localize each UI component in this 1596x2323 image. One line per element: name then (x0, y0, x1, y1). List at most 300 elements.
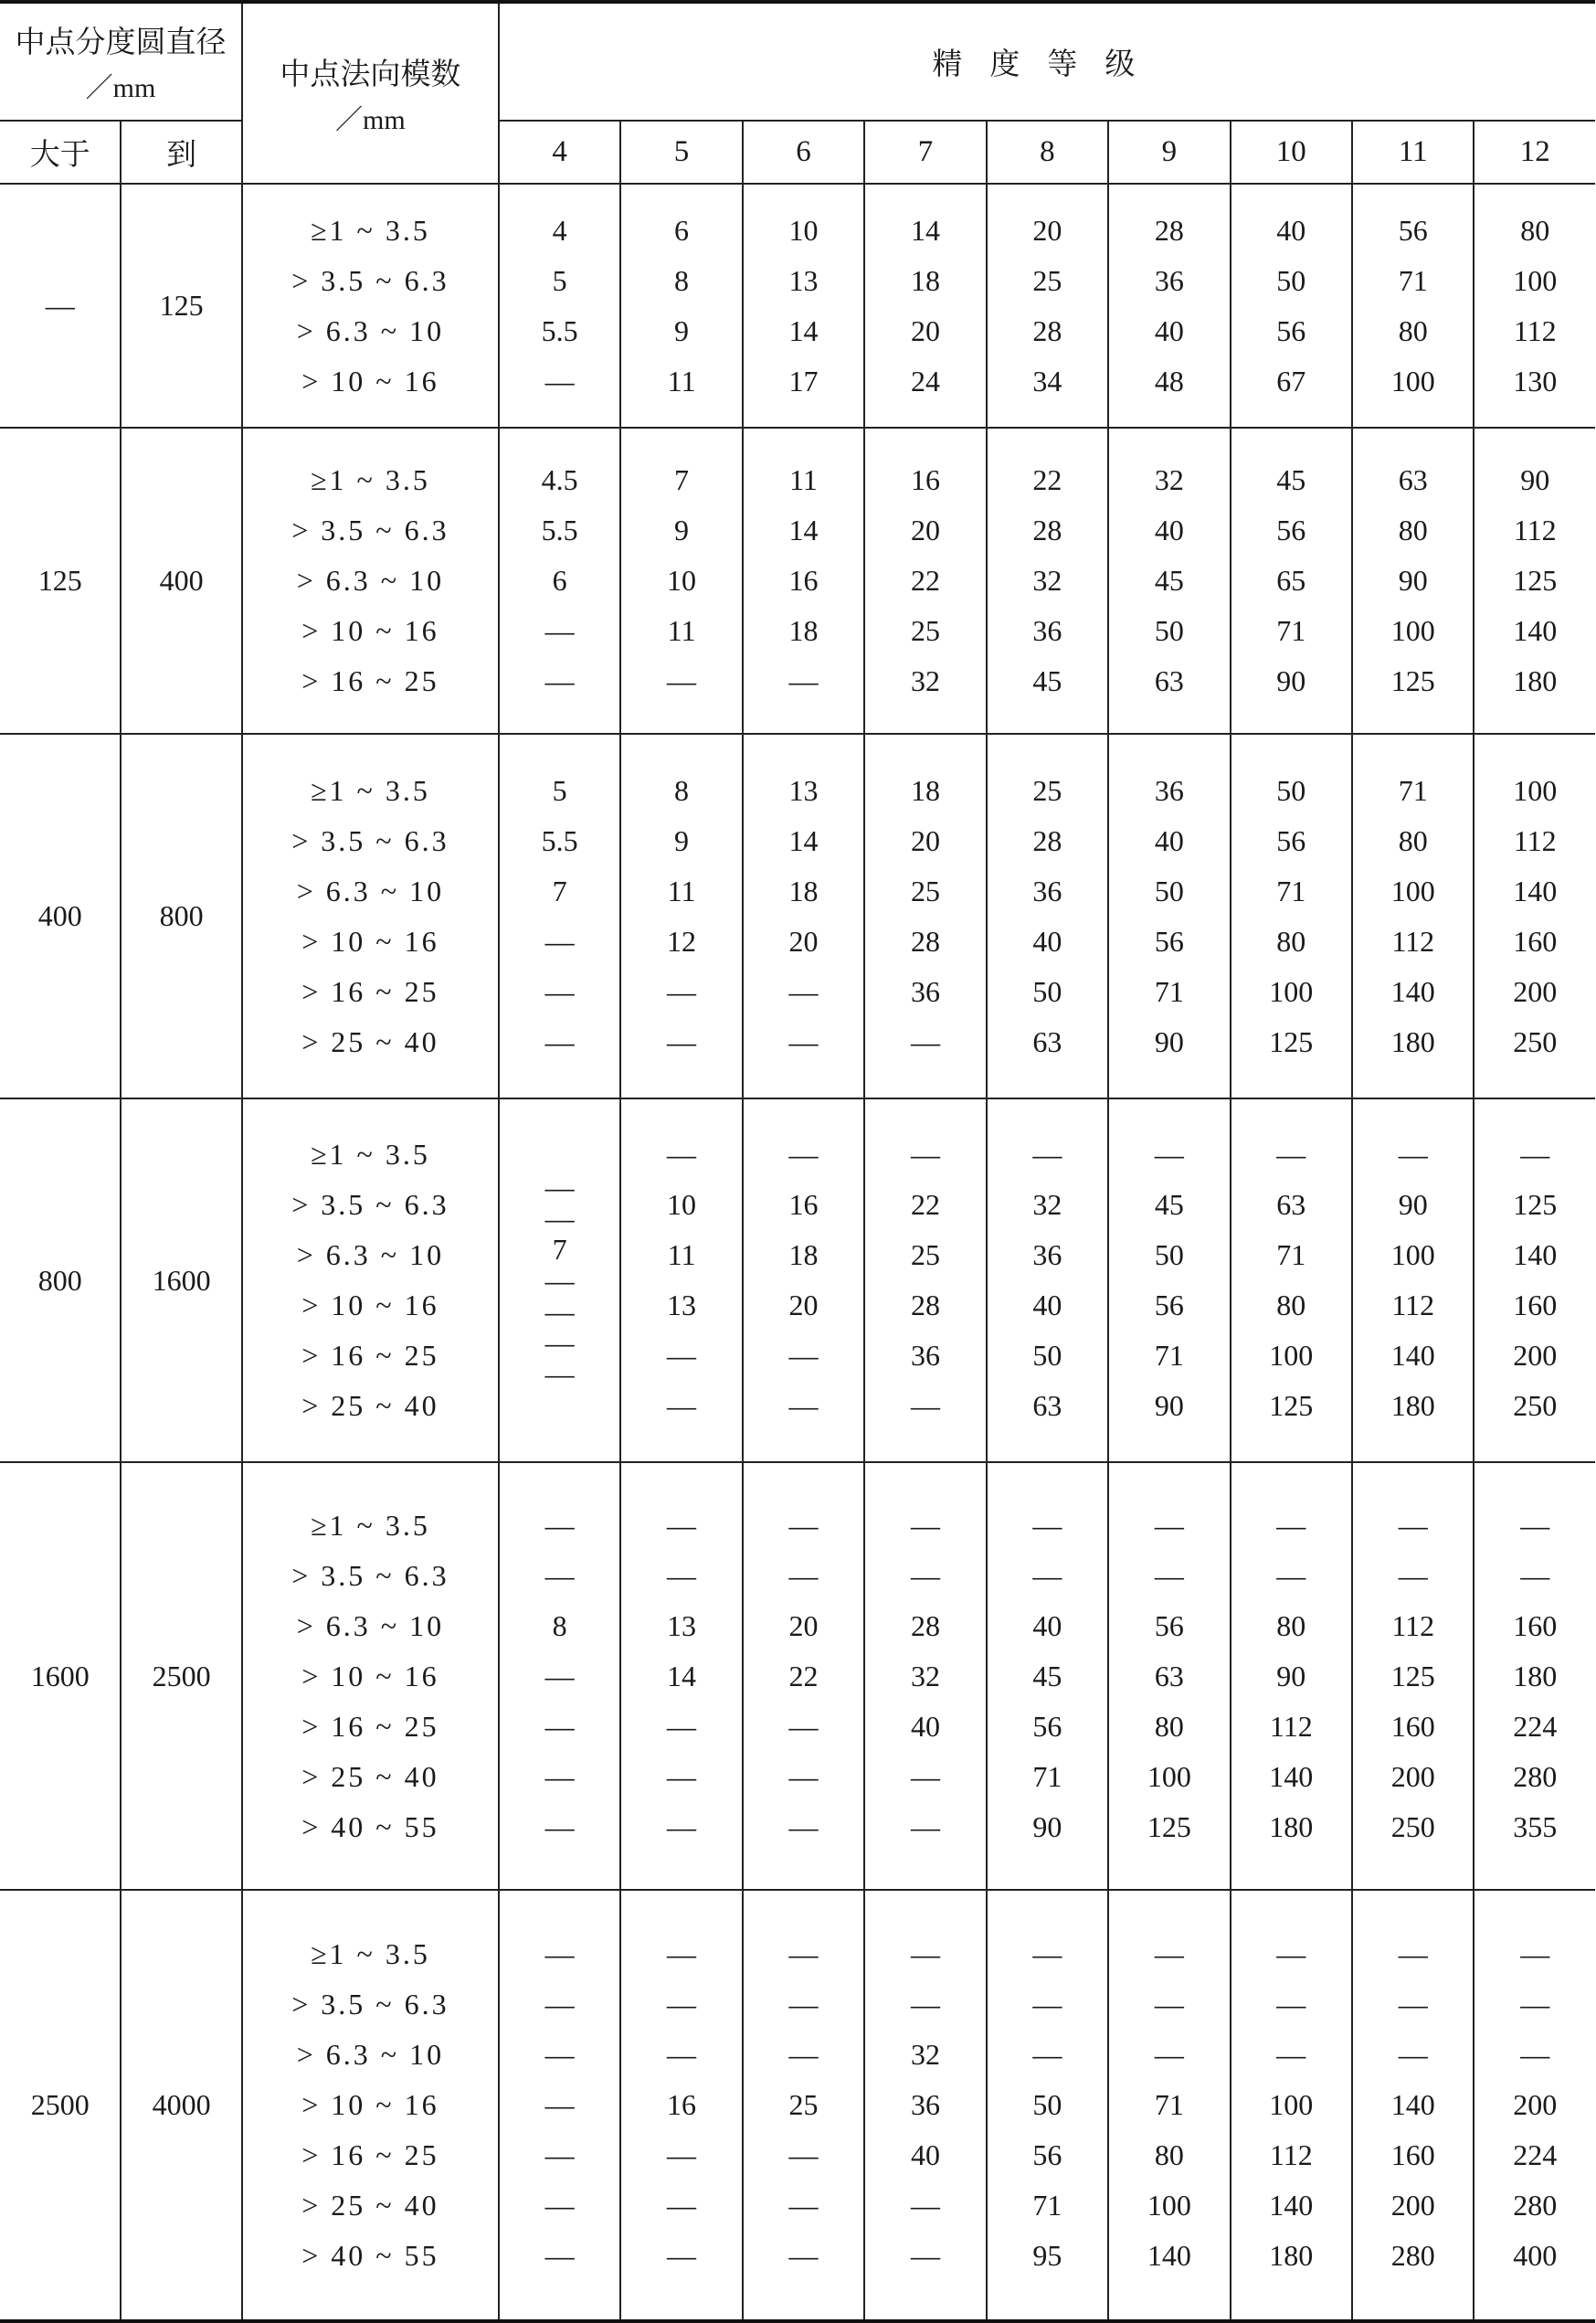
tolerance-value: 6 (552, 564, 567, 597)
tolerance-value: 25 (910, 874, 940, 907)
module-range-list (243, 1130, 498, 1431)
tolerance-value: 18 (910, 263, 940, 297)
tolerance-value: 50 (1154, 614, 1184, 647)
tolerance-value: 100 (1147, 2189, 1191, 2222)
grade-value-cell (1474, 1098, 1595, 1462)
grade-value-list (1353, 766, 1473, 1067)
tolerance-value: — (544, 1202, 575, 1235)
tolerance-value: 20 (788, 924, 819, 958)
grade-column-header: 8 (987, 121, 1108, 184)
grade-value-list (865, 1501, 985, 1852)
grade-value-list (1353, 206, 1473, 407)
module-range: > 6.3 ~ 10 (296, 874, 445, 907)
tolerance-value: 63 (1154, 1659, 1184, 1692)
module-range: > 16 ~ 25 (301, 1339, 439, 1372)
grade-value-list (1231, 1130, 1351, 1431)
module-range: > 40 ~ 55 (301, 1809, 439, 1843)
table-row (0, 1890, 1595, 2321)
tolerance-value: 20 (910, 514, 940, 546)
tolerance-value: 32 (1154, 463, 1184, 496)
grade-value-cell (987, 1890, 1108, 2321)
tolerance-value: 71 (1276, 874, 1306, 907)
tolerance-value: 8 (552, 1608, 567, 1642)
tolerance-value: — (1276, 2038, 1306, 2071)
tolerance-value: 20 (788, 1289, 819, 1321)
module-range: > 6.3 ~ 10 (296, 2038, 445, 2071)
grade-column-header: 11 (1352, 121, 1474, 184)
tolerance-value: 71 (1154, 974, 1184, 1008)
grade-column-header: 9 (1108, 121, 1230, 184)
grade-value-list (865, 206, 985, 407)
tolerance-value: 5 (552, 773, 567, 807)
tolerance-value: — (1154, 1558, 1184, 1592)
module-range: > 25 ~ 40 (301, 1759, 439, 1793)
tolerance-value: — (1398, 1508, 1428, 1542)
grade-value-list (1109, 206, 1229, 407)
tolerance-value: — (1276, 1558, 1306, 1592)
tolerance-value: — (788, 1937, 819, 1970)
tolerance-value: — (667, 1709, 697, 1743)
tolerance-value: 130 (1513, 364, 1558, 398)
tolerance-value: — (667, 2189, 697, 2222)
module-range: > 16 ~ 25 (301, 974, 439, 1008)
tolerance-value: — (1398, 1988, 1428, 2021)
tolerance-value: 63 (1032, 1389, 1062, 1422)
tolerance-value: 71 (1154, 2088, 1184, 2121)
tolerance-value: 28 (1154, 213, 1184, 247)
tolerance-value: — (788, 2038, 819, 2071)
tolerance-value: — (544, 1558, 575, 1592)
tolerance-value: 14 (788, 514, 819, 546)
grade-value-cell (1108, 1890, 1230, 2321)
tolerance-value: 28 (910, 1608, 940, 1642)
diameter-to-cell: 2500 (121, 1462, 241, 1890)
grade-value-cell (864, 1098, 986, 1462)
module-range-cell (242, 1890, 499, 2321)
tolerance-value: 25 (910, 1238, 940, 1271)
diameter-header-unit: ／mm (85, 73, 156, 103)
tolerance-value: — (1154, 1988, 1184, 2021)
grade-value-cell (1108, 1098, 1230, 1462)
tolerance-value: — (788, 1809, 819, 1843)
tolerance-value: — (1154, 1937, 1184, 1970)
tolerance-value: 13 (667, 1289, 697, 1321)
tolerance-value: 112 (1391, 1608, 1435, 1642)
grade-column-header: 10 (1231, 121, 1352, 184)
module-range-cell (242, 428, 499, 734)
tolerance-value: — (544, 1024, 575, 1058)
grade-value-list (1474, 206, 1595, 407)
module-range: > 10 ~ 16 (301, 364, 439, 398)
grade-value-cell (620, 428, 742, 734)
tolerance-value: 140 (1390, 2088, 1435, 2121)
tolerance-value: 140 (1513, 1238, 1558, 1271)
grade-value-cell (1231, 1890, 1352, 2321)
tolerance-value: — (544, 1809, 575, 1843)
tolerance-value: 40 (1154, 823, 1184, 857)
tolerance-value: — (1520, 1937, 1550, 1970)
tolerance-value: 40 (1154, 514, 1184, 546)
module-range: > 6.3 ~ 10 (296, 313, 445, 347)
tolerance-value: — (1276, 1138, 1306, 1171)
tolerance-value: — (667, 2138, 697, 2171)
tolerance-value: 125 (1390, 664, 1435, 697)
tolerance-value: 28 (1032, 823, 1062, 857)
tolerance-value: 100 (1390, 614, 1435, 647)
tolerance-value: 90 (1520, 463, 1550, 496)
module-range: ≥1 ~ 3.5 (310, 213, 430, 247)
grade-value-list (621, 766, 741, 1067)
grade-value-list (621, 1130, 741, 1431)
grade-value-list (1109, 1929, 1229, 2281)
module-range: ≥1 ~ 3.5 (310, 1937, 430, 1970)
module-range-list (243, 206, 498, 407)
tolerance-value: 280 (1390, 2239, 1435, 2272)
tolerance-value: 90 (1154, 1389, 1184, 1422)
grade-value-cell (864, 734, 986, 1098)
grade-value-cell (499, 428, 620, 734)
module-header (242, 2, 499, 184)
tolerance-value: 25 (788, 2088, 819, 2121)
tolerance-value: — (788, 974, 819, 1008)
tolerance-value: — (788, 1508, 819, 1542)
tolerance-value: 10 (667, 1188, 697, 1221)
tolerance-value: 112 (1513, 313, 1557, 347)
module-range: > 16 ~ 25 (301, 2138, 439, 2171)
tolerance-value: 25 (1032, 773, 1062, 807)
grade-value-cell (1231, 1098, 1352, 1462)
tolerance-value: — (544, 2239, 575, 2272)
tolerance-value: 80 (1276, 1608, 1306, 1642)
grade-value-list (988, 1130, 1107, 1431)
grade-value-cell (1108, 184, 1230, 428)
tolerance-value: — (544, 2088, 575, 2121)
grade-value-cell (1474, 1462, 1595, 1890)
grade-value-cell (620, 734, 742, 1098)
tolerance-value: — (544, 2038, 575, 2071)
grade-column-header: 7 (864, 121, 986, 184)
tolerance-value: — (788, 1988, 819, 2021)
tolerance-value: 125 (1269, 1024, 1314, 1058)
tolerance-value: 36 (910, 974, 940, 1008)
module-range-list (243, 1929, 498, 2281)
grade-value-cell (1474, 734, 1595, 1098)
tolerance-value: 7 (552, 1233, 567, 1266)
grade-value-list (1474, 1130, 1595, 1431)
tolerance-value: — (667, 1024, 697, 1058)
tolerance-value: 12 (667, 924, 697, 958)
tolerance-value: 112 (1513, 823, 1557, 857)
tolerance-value: — (544, 614, 575, 647)
tolerance-value: 250 (1390, 1809, 1435, 1843)
tolerance-value: 100 (1390, 874, 1435, 907)
tolerance-value: — (1154, 1508, 1184, 1542)
tolerance-value: 4 (552, 213, 567, 247)
tolerance-value: — (1154, 2038, 1184, 2071)
diameter-to-cell: 1600 (121, 1098, 241, 1462)
tolerance-value: 355 (1513, 1809, 1558, 1843)
grade-value-list (1231, 766, 1351, 1067)
tolerance-value: — (544, 1171, 575, 1204)
grade-value-cell (620, 1890, 742, 2321)
grade-value-cell (743, 428, 864, 734)
grade-value-list (500, 1501, 619, 1852)
tolerance-value: 5.5 (541, 823, 578, 857)
tolerance-value: 22 (788, 1659, 819, 1692)
module-range: > 10 ~ 16 (301, 2088, 439, 2121)
grade-value-list (744, 1130, 863, 1431)
tolerance-value: — (910, 1138, 940, 1171)
tolerance-value: 63 (1276, 1188, 1306, 1221)
tolerance-value: 16 (788, 1188, 819, 1221)
tolerance-value: 45 (1154, 1188, 1184, 1221)
tolerance-value: 280 (1513, 1759, 1558, 1793)
tolerance-value: 140 (1513, 874, 1558, 907)
diameter-header-title: 中点分度圆直径 (15, 27, 227, 59)
tolerance-value: 11 (667, 614, 696, 647)
tolerance-value: 56 (1154, 924, 1184, 958)
tolerance-value: 112 (1269, 1709, 1313, 1743)
tolerance-value: — (1398, 1138, 1428, 1171)
tolerance-value: 48 (1154, 364, 1184, 398)
tolerance-value: 180 (1513, 1659, 1558, 1692)
tolerance-value: 11 (667, 364, 696, 398)
tolerance-value: — (910, 2239, 940, 2272)
tolerance-value: 67 (1276, 364, 1306, 398)
tolerance-value: 6 (674, 213, 690, 247)
tolerance-value: — (544, 1709, 575, 1743)
grade-value-list (865, 455, 985, 706)
tolerance-value: — (910, 1024, 940, 1058)
tolerance-value: 200 (1513, 2088, 1558, 2121)
module-range: > 10 ~ 16 (301, 614, 439, 647)
tolerance-value: 112 (1269, 2138, 1313, 2171)
grade-column-header: 6 (743, 121, 864, 184)
tolerance-value: 80 (1154, 2138, 1184, 2171)
tolerance-value: 100 (1269, 2088, 1314, 2121)
tolerance-value: 40 (1032, 924, 1062, 958)
tolerance-value: 10 (667, 564, 697, 597)
module-range: > 10 ~ 16 (301, 924, 439, 958)
tolerance-value: 71 (1032, 2189, 1062, 2222)
grade-value-list (865, 1130, 985, 1431)
tolerance-value: — (1520, 1988, 1550, 2021)
tolerance-value: 180 (1390, 1024, 1435, 1058)
module-range: > 10 ~ 16 (301, 1289, 439, 1321)
table-row (0, 1462, 1595, 1890)
tolerance-value: 80 (1154, 1709, 1184, 1743)
tolerance-value: 180 (1269, 2239, 1314, 2272)
tolerance-value: — (667, 1759, 697, 1793)
module-range-list (243, 766, 498, 1067)
tolerance-value: 16 (910, 463, 940, 496)
tolerance-value: 32 (910, 1659, 940, 1692)
tolerance-value: — (544, 1659, 575, 1692)
tolerance-value: 34 (1032, 364, 1062, 398)
tolerance-value: 9 (674, 823, 690, 857)
tolerance-value: 45 (1032, 664, 1062, 697)
tolerance-value: — (1520, 1508, 1550, 1542)
grade-value-list (1231, 206, 1351, 407)
tolerance-value: 200 (1513, 1339, 1558, 1372)
tolerance-value: 16 (667, 2088, 697, 2121)
tolerance-value: 36 (910, 1339, 940, 1372)
tolerance-value: 160 (1390, 1709, 1435, 1743)
grade-value-list (500, 1929, 619, 2281)
grade-column-header: 4 (499, 121, 620, 184)
tolerance-value: 45 (1276, 463, 1306, 496)
grade-value-list (1474, 766, 1595, 1067)
tolerance-value: 5 (552, 263, 567, 297)
tolerance-value: 140 (1269, 1759, 1314, 1793)
grade-value-list (744, 206, 863, 407)
tolerance-value: 56 (1154, 1289, 1184, 1321)
tolerance-value: 160 (1513, 924, 1558, 958)
tolerance-value: 32 (1032, 564, 1062, 597)
tolerance-value: — (544, 664, 575, 697)
tolerance-value: — (667, 2038, 697, 2071)
diameter-to-cell: 800 (121, 734, 241, 1098)
grade-value-list (500, 455, 619, 706)
module-range: > 16 ~ 25 (301, 664, 439, 697)
module-range: > 3.5 ~ 6.3 (291, 263, 449, 297)
grade-value-list (988, 455, 1107, 706)
grade-value-list (621, 206, 741, 407)
tolerance-value: 80 (1398, 313, 1428, 347)
tolerance-value: 40 (910, 2138, 940, 2171)
tolerance-value: 13 (788, 263, 819, 297)
tolerance-value: 90 (1032, 1809, 1062, 1843)
tolerance-value: 100 (1513, 263, 1558, 297)
tolerance-value: — (910, 1759, 940, 1793)
grade-value-list (1474, 455, 1595, 706)
diameter-to-cell: 400 (121, 428, 241, 734)
grade-column-header: 5 (620, 121, 742, 184)
grade-value-list (988, 1929, 1107, 2281)
grade-value-list (988, 1501, 1107, 1852)
tolerance-value: 400 (1513, 2239, 1558, 2272)
tolerance-value: — (788, 2138, 819, 2171)
tolerance-value: 125 (1513, 1188, 1558, 1221)
tolerance-value: 56 (1398, 213, 1428, 247)
module-range: > 10 ~ 16 (301, 1659, 439, 1692)
grade-value-list (1353, 1929, 1473, 2281)
module-range: > 3.5 ~ 6.3 (291, 1188, 449, 1221)
tolerance-value: 20 (788, 1608, 819, 1642)
grade-value-list (500, 766, 619, 1067)
grade-value-cell (743, 1890, 864, 2321)
module-range-list (243, 1501, 498, 1852)
tolerance-value: 14 (910, 213, 940, 247)
grade-value-cell (1352, 428, 1474, 734)
tolerance-value: 71 (1398, 773, 1428, 807)
tolerance-value: 18 (788, 614, 819, 647)
grade-value-cell (620, 1098, 742, 1462)
module-range: > 6.3 ~ 10 (296, 1608, 445, 1642)
tolerance-value: 112 (1391, 1289, 1435, 1321)
grade-value-cell (1108, 734, 1230, 1098)
tolerance-value: 14 (788, 823, 819, 857)
grade-value-cell (1231, 734, 1352, 1098)
tolerance-value: — (1276, 1937, 1306, 1970)
tolerance-value: 95 (1032, 2239, 1062, 2272)
table-body (0, 184, 1595, 2321)
diameter-to-cell: 4000 (121, 1890, 241, 2321)
module-range: ≥1 ~ 3.5 (310, 773, 430, 807)
grade-value-list (744, 1929, 863, 2281)
tolerance-value: — (667, 1809, 697, 1843)
grade-value-cell (499, 1890, 620, 2321)
grade-value-cell (743, 184, 864, 428)
grade-value-list (1109, 455, 1229, 706)
tolerance-value: 90 (1276, 1659, 1306, 1692)
tolerance-value: — (1398, 1558, 1428, 1592)
tolerance-value: 160 (1513, 1289, 1558, 1321)
tolerance-value: 36 (1154, 773, 1184, 807)
tolerance-value: — (1520, 1558, 1550, 1592)
grade-value-list (988, 766, 1107, 1067)
tolerance-value: 13 (667, 1608, 697, 1642)
tolerance-value: 140 (1147, 2239, 1191, 2272)
tolerance-value: 13 (788, 773, 819, 807)
tolerance-value: 125 (1269, 1389, 1314, 1422)
grade-value-cell (987, 428, 1108, 734)
diameter-over-cell: 2500 (0, 1890, 121, 2321)
tolerance-value: — (544, 1295, 575, 1328)
tolerance-value: 40 (1032, 1289, 1062, 1321)
tolerance-value: 45 (1032, 1659, 1062, 1692)
tolerance-value: 22 (910, 564, 940, 597)
tolerance-value: — (667, 974, 697, 1008)
tolerance-value: 18 (788, 874, 819, 907)
tolerance-value: 80 (1276, 924, 1306, 958)
tolerance-value: 63 (1154, 664, 1184, 697)
grade-value-list (1109, 1501, 1229, 1852)
tolerance-value: — (910, 1988, 940, 2021)
tolerance-value: 63 (1032, 1024, 1062, 1058)
grade-value-cell (1108, 1462, 1230, 1890)
tolerance-value: 17 (788, 364, 819, 398)
grade-value-cell (987, 734, 1108, 1098)
grade-value-cell (743, 734, 864, 1098)
tolerance-value: 18 (788, 1238, 819, 1271)
grade-value-cell (1474, 1890, 1595, 2321)
tolerance-value: 140 (1390, 974, 1435, 1008)
grade-value-list (1231, 1929, 1351, 2281)
tolerance-value: 36 (1032, 874, 1062, 907)
tolerance-value: — (1032, 2038, 1062, 2071)
grade-value-list (1353, 455, 1473, 706)
grade-value-list (621, 1501, 741, 1852)
tolerance-value: 56 (1032, 1709, 1062, 1743)
tolerance-value: 20 (910, 823, 940, 857)
tolerance-value: — (1032, 1988, 1062, 2021)
tolerance-value: 80 (1520, 213, 1550, 247)
tolerance-value: — (1032, 1138, 1062, 1171)
tolerance-value: 8 (674, 263, 690, 297)
tolerance-value: — (544, 364, 575, 398)
tolerance-value: — (1398, 2038, 1428, 2071)
module-range: > 3.5 ~ 6.3 (291, 1558, 449, 1592)
tolerance-value: 65 (1276, 564, 1306, 597)
grade-value-list (1109, 766, 1229, 1067)
tolerance-value: 50 (1154, 1238, 1184, 1271)
tolerance-value: 10 (788, 213, 819, 247)
module-range-cell (242, 1462, 499, 1890)
tolerance-value: 90 (1398, 1188, 1428, 1221)
to-header: 到 (121, 121, 241, 184)
grade-value-cell (1108, 428, 1230, 734)
